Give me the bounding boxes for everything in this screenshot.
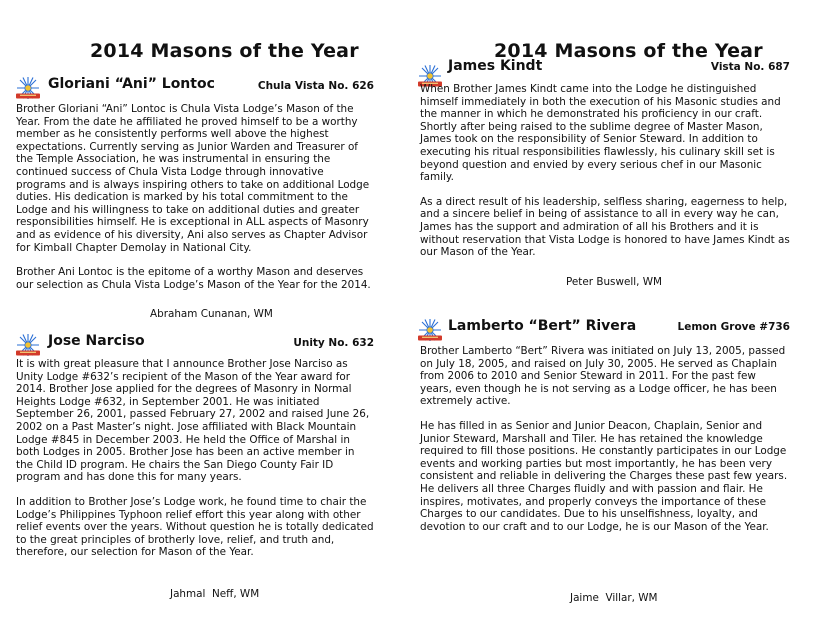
member-name: James Kindt: [448, 58, 543, 74]
body-paragraph: In addition to Brother Jose’s Lodge work, he found time to chair the Lodge’s Philippines Typhoon relief effort this year along with other relief events over the years. Without question he is totally dedicated to the great principles of brotherly love, relief, and truth and, therefore, our selection for Mason of the Year.: [16, 495, 374, 559]
lodge-emblem-icon: [14, 74, 42, 102]
member-name: Lamberto “Bert” Rivera: [448, 318, 637, 334]
member-name: Jose Narciso: [48, 333, 145, 349]
lodge-label: Chula Vista No. 626: [257, 80, 374, 92]
body-paragraph: Brother Ani Lontoc is the epitome of a worthy Mason and deserves our selection as Chula Vista Lodge’s Mason of the Year for the 2014.: [16, 266, 371, 291]
body-paragraph: Brother Lamberto “Bert” Rivera was initiated on July 13, 2005, passed on July 18, 2005, and raised on July 30, 2005. He served as Chaplain from 2006 to 2010 and Senior Steward in 2011. For the past few years, even though he is not serving as a Lodge officer, he has been extremely active.: [420, 345, 786, 408]
lodge-label: Unity No. 632: [293, 337, 374, 349]
signature: Jaime Villar, WM: [570, 592, 658, 604]
body-paragraph: It is with great pleasure that I announce Brother Jose Narciso as Unity Lodge #632’s recipient of the Mason of the Year award for 2014. Brother Jose applied for the degrees of Masonry in Normal Heights Lodge #632, in September 2001. He was initiated September 26, 2001, passed February 27, 2002 and raised June 26, 2002 on a Past Master’s night. Jose affiliated with Black Mountain Lodge #845 in December 2003. He held the Office of Marshal in both Lodges in 2005. Brother Jose has been an active member in the Child ID program. He chairs the San Diego County Fair ID program and has done this for many years.: [16, 358, 370, 484]
lodge-emblem-icon: [416, 316, 444, 344]
signature: Jahmal Neff, WM: [170, 588, 260, 600]
signature: Peter Buswell, WM: [566, 276, 662, 288]
body-paragraph: As a direct result of his leadership, selfless sharing, eagerness to help, and a sincere belief in being of assistance to all in every way he can, James has the support and admiration of all his Brothers and it is without reservation that Vista Lodge is honored to have James Kindt as our Mason of the Year.: [420, 195, 790, 259]
lodge-label: Vista No. 687: [710, 61, 790, 73]
left-page-title: 2014 Masons of the Year: [90, 40, 359, 62]
body-paragraph: When Brother James Kindt came into the Lodge he distinguished himself immediately in both the execution of his Masonic studies and the manner in which he demonstrated his proficiency in our craft. Shortly after being raised to the sublime degree of Master Mason, James took on the responsibility of Senior Steward. In addition to executing his ritual responsibilities flawlessly, his culinary skill set is beyond question and envied by every serious chef in our Masonic family.: [420, 83, 781, 184]
signature: Abraham Cunanan, WM: [150, 308, 273, 320]
member-name: Gloriani “Ani” Lontoc: [48, 76, 215, 92]
lodge-label: Lemon Grove #736: [677, 321, 790, 333]
lodge-emblem-icon: [14, 331, 42, 359]
body-paragraph: He has filled in as Senior and Junior Deacon, Chaplain, Senior and Junior Steward, Marshall and Tiler. He has retained the knowledge required to fill those positions. He constantly participates in our Lodge events and working parties but most importantly, he has been very consistent and reliable in delivering the Charges these past few years. He delivers all three Charges fluidly and with passion and flair. He inspires, motivates, and properly conveys the importance of these Charges to our candidates. Due to his unselfishness, loyalty, and devotion to our craft and to our Lodge, he is our Mason of the Year.: [420, 419, 788, 533]
right-page-title: 2014 Masons of the Year: [494, 40, 763, 62]
body-paragraph: Brother Gloriani “Ani” Lontoc is Chula Vista Lodge’s Mason of the Year. From the date he affiliated he proved himself to be a worthy member as he consistently performs well above the highest expectations. Currently serving as Junior Warden and Treasurer of the Temple Association, he was instrumental in ensuring the continued success of Chula Vista Lodge through innovative programs and is always inspiring others to take on additional Lodge duties. His dedication is marked by his total commitment to the Lodge and his willingness to take on additional duties and greater responsibilities himself. He is exceptional in ALL aspects of Masonry and as evidence of his diversity, Ani also serves as Chapter Advisor for Kimball Chapter Demolay in National City.: [16, 103, 370, 254]
